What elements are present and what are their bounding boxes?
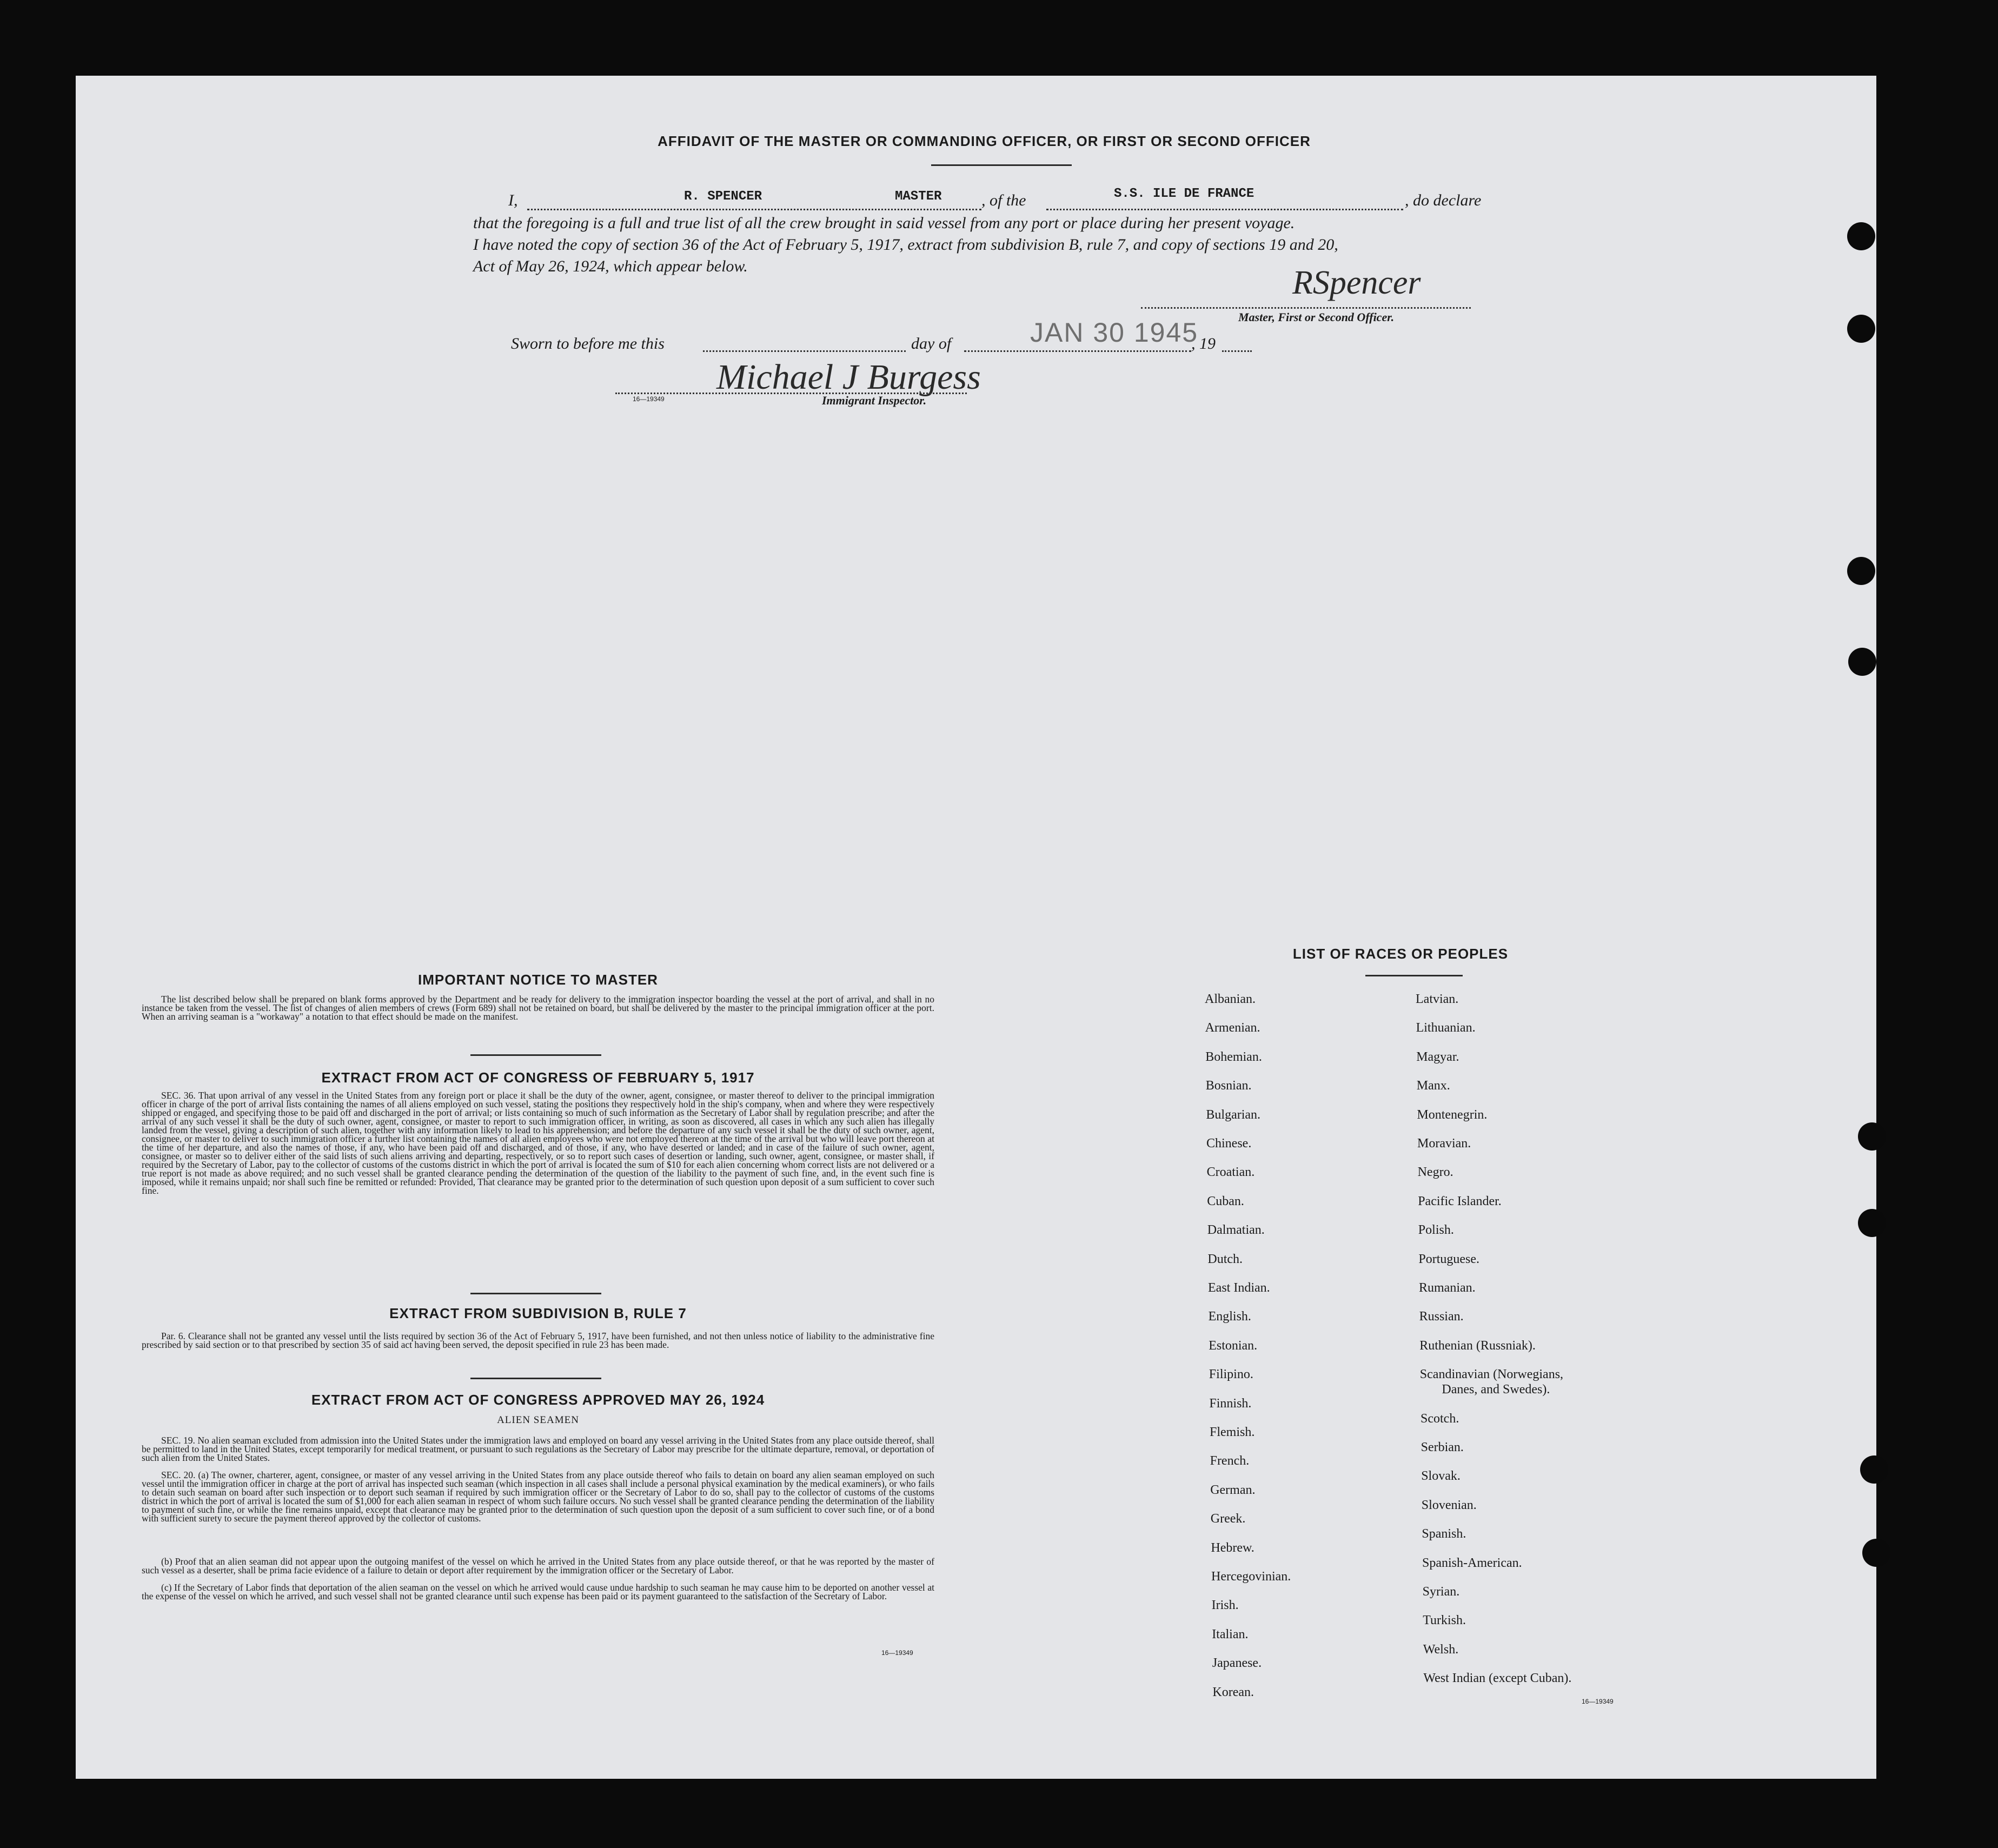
race-item: Slovenian.	[1421, 1498, 1477, 1512]
notice-title: IMPORTANT NOTICE TO MASTER	[418, 972, 658, 988]
year-prefix: , 19	[1191, 335, 1216, 353]
race-item: German.	[1210, 1483, 1256, 1497]
race-item: Slovak.	[1421, 1469, 1461, 1484]
affidavit-title: AFFIDAVIT OF THE MASTER OR COMMANDING OFFICER, OR FIRST OR SECOND OFFICER	[658, 133, 1311, 149]
race-item: Spanish.	[1422, 1527, 1466, 1541]
signature-caption: Master, First or Second Officer.	[1238, 310, 1395, 324]
day-of-text: day of	[911, 335, 952, 353]
of-the-text: , of the	[981, 191, 1026, 209]
affidavit-prefix: I,	[508, 191, 518, 209]
affidavit-form-number: 16—19349	[633, 395, 665, 403]
race-item: Turkish.	[1423, 1613, 1466, 1628]
extract-1917-body: SEC. 36. That upon arrival of any vessel in the United States from any foreign port or place it shall be the duty of the owner, agent, consignee, or master thereof to deliver to the principal immigration officer in charge of the port of arrival lists containing the names of all aliens employed on such vessel, stating the positions they respectively hold in the ship's company, when and where they were respectively shipped or engaged, and specifying those to be paid off and discharged in the port of arrival; or lists containing so much of such information as the Secretary of Labor shall by regulation prescribe; and after the arrival of any such vessel it shall be the duty of such owner, agent, consignee, or master to report to such immigration officer, in writing, as soon as discovered, all cases in which any such alien has illegally landed from the vessel, giving a description of such alien, together with any information likely to lead to his apprehension; and before the departure of any such vessel it shall be the duty of such owner, agent, consignee, or master to deliver to such immigration officer a further list containing the names of all alien employees who were not employed thereon at the time of the arrival but who will leave port thereon at the time of her departure, and also the names of those, if any, who have been paid off and discharged, and of those, if any, who have deserted or landed; and in case of the failure of such owner, agent, consignee, or master so to deliver either of the said lists of such aliens arriving and departing, respectively, or so to report such cases of desertion or landing, such owner, agent, consignee, or master shall, if required by the Secretary of Labor, pay to the collector of customs of the customs district in which the port of arrival is located the sum of $10 for each alien concerning whom correct lists are not delivered or a true report is not made as above required; and no such vessel shall be granted clearance pending the determination of the question of the liability to the payment of such fine, and, in the event such fine is imposed, while it remains unpaid; nor shall such fine be remitted or refunded: Provided, That clearance may be granted prior to the determination of such question upon deposit of a sum sufficient to cover such fine.	[142, 1090, 934, 1196]
race-item: Bohemian.	[1205, 1049, 1262, 1064]
affidavit-line-4: Act of May 26, 1924, which appear below.	[473, 257, 748, 275]
section-19-body: SEC. 19. No alien seaman excluded from admission into the United States under the immigration laws and employed on board any vessel arriving in the United States from any place outside thereof, shall be permitted to land in the United States, except temporarily for medical treatment, or pursuant to such regulations as the Secretary of Labor may prescribe for the ultimate departure, removal, or deportation of such alien from the United States.	[142, 1435, 934, 1463]
race-item: Lithuanian.	[1416, 1021, 1476, 1035]
signature-line	[1141, 307, 1471, 309]
race-item: Armenian.	[1205, 1021, 1260, 1035]
race-item: French.	[1210, 1454, 1250, 1468]
extract-form-number: 16—19349	[881, 1649, 913, 1657]
master-name: R. SPENCER	[684, 189, 762, 204]
race-item: Polish.	[1418, 1223, 1454, 1238]
race-item: Italian.	[1212, 1627, 1249, 1641]
race-item: Montenegrin.	[1417, 1107, 1488, 1122]
master-rank: MASTER	[895, 189, 942, 204]
notice-body: The list described below shall be prepared on blank forms approved by the Department and be ready for delivery to the immigration inspector boarding the vessel at the port of arrival, and shall in no instance be taken from the vessel. The list of changes of alien members of crews (Form 689) shall not be retained on board, but shall be delivered by the master to the principal immigration officer at the port. When an arriving seaman is a "workaway" a notation to that effect should be made on the manifest.	[142, 994, 934, 1022]
race-item: Latvian.	[1416, 992, 1459, 1006]
punch-hole	[1858, 1209, 1886, 1237]
section-divider	[470, 1293, 601, 1294]
sworn-text: Sworn to before me this	[511, 335, 665, 353]
title-underline	[931, 164, 1072, 166]
punch-hole	[1862, 1539, 1890, 1567]
race-item: Russian.	[1419, 1309, 1464, 1324]
race-item: Croatian.	[1206, 1165, 1255, 1180]
race-item: Japanese.	[1212, 1656, 1262, 1671]
race-item: Bosnian.	[1205, 1079, 1252, 1093]
race-item: Finnish.	[1209, 1396, 1252, 1411]
vessel-name: S.S. ILE DE FRANCE	[1114, 187, 1254, 201]
extract-1917-title: EXTRACT FROM ACT OF CONGRESS OF FEBRUARY 5, 1917	[321, 1069, 755, 1086]
race-item: Greek.	[1210, 1512, 1246, 1526]
race-item: Manx.	[1416, 1079, 1450, 1093]
master-signature: RSpencer	[1292, 264, 1421, 301]
section-20b-body: (b) Proof that an alien seaman did not appear upon the outgoing manifest of the vessel on which he arrived in the United States from any place outside thereof, or that he was reported by the master of such vessel as a deserter, shall be prima facie evidence of a failure to detain or deport after requirement by the immigration officer or the Secretary of Labor.	[142, 1556, 934, 1576]
punch-hole	[1847, 315, 1875, 343]
race-item: Flemish.	[1210, 1425, 1255, 1439]
race-item: East Indian.	[1208, 1281, 1270, 1295]
race-item: Moravian.	[1417, 1136, 1471, 1151]
race-item: Irish.	[1211, 1598, 1239, 1613]
year-fill-line	[1222, 350, 1252, 352]
date-fill-line	[964, 350, 1191, 352]
extract-1924-subtitle: ALIEN SEAMEN	[497, 1414, 579, 1426]
race-item: Estonian.	[1209, 1338, 1258, 1353]
date-stamp: JAN 30 1945	[1030, 317, 1199, 348]
name-fill-line	[527, 209, 981, 210]
race-item: Magyar.	[1416, 1049, 1459, 1064]
races-form-number: 16—19349	[1582, 1698, 1614, 1705]
punch-hole	[1860, 1455, 1888, 1484]
race-item: Pacific Islander.	[1418, 1194, 1502, 1208]
race-item: Syrian.	[1422, 1585, 1460, 1599]
do-declare-text: , do declare	[1405, 191, 1482, 209]
race-item: Negro.	[1417, 1165, 1453, 1180]
race-item: West Indian (except Cuban).	[1423, 1671, 1572, 1686]
inspector-caption: Immigrant Inspector.	[822, 394, 927, 407]
race-item: Rumanian.	[1419, 1281, 1476, 1295]
inspector-signature: Michael J Burgess	[716, 357, 981, 397]
race-item: Albanian.	[1205, 992, 1256, 1006]
punch-hole	[1848, 648, 1876, 676]
races-title-underline	[1365, 975, 1463, 976]
race-item: Welsh.	[1423, 1642, 1459, 1657]
race-item: Serbian.	[1420, 1440, 1464, 1454]
rule7-body: Par. 6. Clearance shall not be granted any vessel until the lists required by section 36 of the Act of February 5, 1917, have been furnished, and not then unless notice of liability to the administrative fine prescribed by said section or to that prescribed by section 35 of said act having been served, the deposit specified in rule 23 has been made.	[142, 1331, 934, 1350]
races-title: LIST OF RACES OR PEOPLES	[1292, 946, 1509, 962]
race-item: Spanish-American.	[1422, 1555, 1522, 1570]
punch-hole	[1858, 1122, 1886, 1151]
race-item: Hercegovinian.	[1211, 1570, 1291, 1584]
race-item: Ruthenian (Russniak).	[1419, 1338, 1536, 1353]
race-item: Hebrew.	[1211, 1540, 1254, 1555]
punch-hole	[1847, 222, 1875, 250]
race-item: Bulgarian.	[1206, 1107, 1261, 1122]
affidavit-line-3: I have noted the copy of section 36 of the Act of February 5, 1917, extract from subdivision B, rule 7, and copy of sections 19 and 20,	[473, 236, 1338, 254]
section-divider	[470, 1054, 601, 1056]
section-divider	[470, 1378, 601, 1379]
race-item: Filipino.	[1209, 1367, 1253, 1382]
extract-1924-title: EXTRACT FROM ACT OF CONGRESS APPROVED MAY 26, 1924	[311, 1392, 765, 1408]
race-item: Cuban.	[1207, 1194, 1244, 1208]
race-item: Korean.	[1212, 1685, 1254, 1699]
race-item: English.	[1208, 1309, 1251, 1324]
race-item: Portuguese.	[1418, 1252, 1480, 1266]
race-item: Danes, and Swedes).	[1442, 1382, 1550, 1397]
section-20a-body: SEC. 20. (a) The owner, charterer, agent, consignee, or master of any vessel arriving in the United States from any place outside thereof who fails to detain on board any alien seaman employed on such vessel until the immigration officer in charge at the port of arrival has inspected such seaman (which inspection in all cases shall include a personal physical examination by the medical examiners), or who fails to detain such seaman on board after such inspection or to deport such seaman if required by such immigration officer or the Secretary of Labor to do so, shall pay to the collector of customs of the customs district in which the port of arrival is located the sum of $1,000 for each alien seaman in respect of whom such failure occurs. No such vessel shall be granted clearance pending the determination of the liability to payment of such fine, or while the fine remains unpaid, except that clearance may be granted prior to the determination of such question upon the deposit of a sum sufficient to cover such fine, or of a bond with sufficient surety to secure the payment thereof approved by the collector of customs.	[142, 1470, 934, 1524]
race-item: Dalmatian.	[1207, 1223, 1265, 1238]
race-item: Scotch.	[1420, 1411, 1459, 1426]
punch-hole	[1847, 557, 1875, 585]
race-item: Scandinavian (Norwegians,	[1419, 1367, 1564, 1382]
race-item: Dutch.	[1207, 1252, 1243, 1266]
rule7-title: EXTRACT FROM SUBDIVISION B, RULE 7	[389, 1305, 687, 1321]
section-20c-body: (c) If the Secretary of Labor finds that deportation of the alien seaman on the vessel on which he arrived would cause undue hardship to such seaman he may cause him to be deported on another vessel at the expense of the vessel on which he arrived, and such vessel shall not be granted clearance until such expense has been paid or its payment guaranteed to the satisfaction of the Secretary of Labor.	[142, 1582, 934, 1601]
vessel-fill-line	[1046, 209, 1403, 210]
affidavit-line-2: that the foregoing is a full and true list of all the crew brought in said vessel from any port or place during her present voyage.	[473, 214, 1295, 232]
sworn-day-line	[703, 350, 906, 352]
race-item: Chinese.	[1206, 1136, 1252, 1151]
